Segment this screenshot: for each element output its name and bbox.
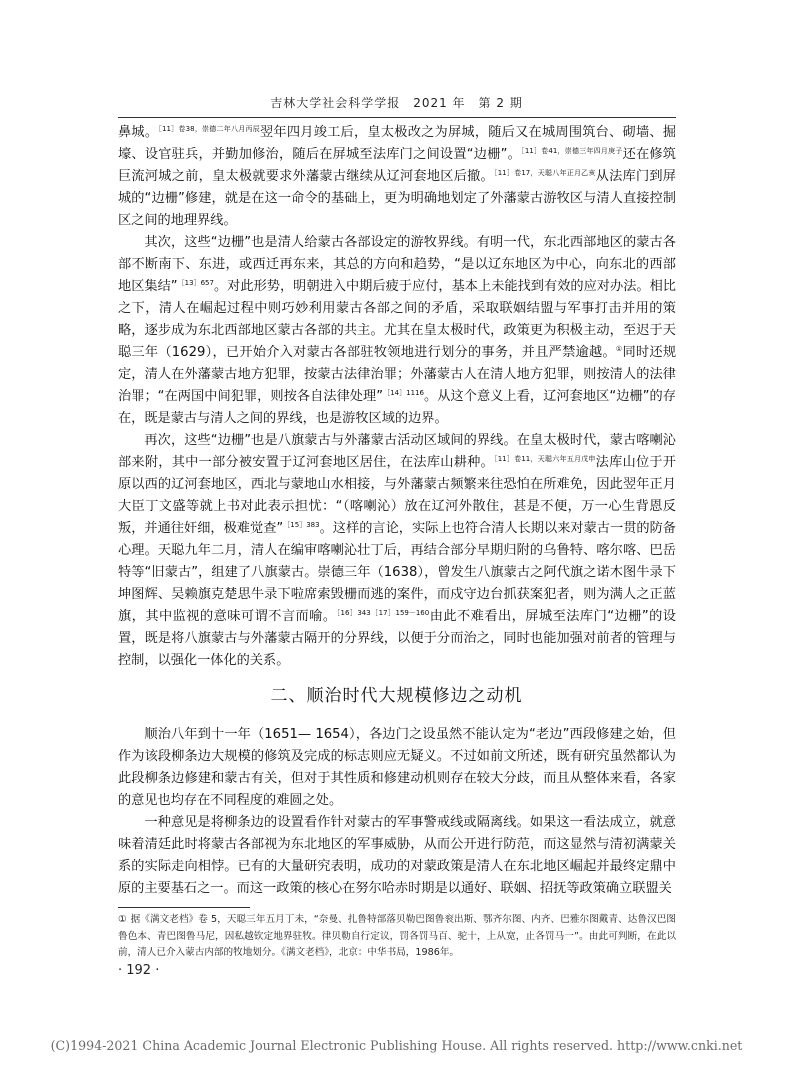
text-run: 还在修筑巨流河城之前，皇太极就要求外藩蒙古继续从辽河套地区后撤。 (118, 147, 676, 184)
footnote (118, 912, 676, 962)
text-run: 。从这个意义上看，辽河套地区“边栅”的存在，既是蒙古与清人之间的界线，也是游牧区域的边界。 (118, 389, 676, 426)
body-text-part2 (118, 724, 676, 904)
citation: ［16］343［17］159－160 (336, 609, 430, 617)
section-heading: 二、顺治时代大规模修边之动机 (270, 686, 523, 706)
text-run: 再次，这些“边栅”也是八旗蒙古与外藩蒙古活动区域间的界线。在皇太极时代，蒙古喀喇沁部来附，其中一部分被安置于辽河套地区居住，在法库山耕种。 (118, 433, 676, 470)
citation: ［11］卷41，崇德三年四月庚子 (521, 147, 623, 155)
paragraph (118, 122, 676, 232)
text-run: 法库山位于开原以西的辽河套地区，西北与蒙地山水相接，与外藩蒙古频繁来往恐怕在所难免，因此翌年正月大臣丁文盛等就上书对此表示担忧：“（喀喇沁）放在辽河外散住，甚是不便，万一心生背恩反叛，并通往奸细，极难觉查” (118, 455, 676, 536)
running-header: 吉林大学社会科学学报 2021 年 第 2 期 (270, 96, 523, 110)
paragraph (118, 430, 676, 672)
citation: ［11］卷17，天聪八年正月乙亥 (493, 169, 596, 177)
paragraph (118, 724, 676, 812)
text-run: 。对此形势，明朝进入中期后疲于应付，基本上未能找到有效的应对办法。相比之下，清人在崛起过程中则巧妙利用蒙古各部之间的矛盾，采取联姻结盟与军事打击并用的策略，逐步成为东北西部地区蒙古各部的共主。尤其在皇太极时代，政策更为积极主动，至迟于天聪三年（1629），已开始介入对蒙古各部驻牧领地进行划分的事务，并且严禁逾越。 (118, 279, 676, 360)
citation: ［11］卷11，天聪六年五月戊申 (493, 455, 596, 463)
body-text-part1 (118, 122, 676, 678)
text-run: 同时还规定，清人在外藩蒙古地方犯罪，按蒙古法律治罪；外藩蒙古人在清人地方犯罪，则按清人的法律治罪；“在两国中间犯罪，则按各自法律处理” (118, 345, 677, 404)
citation: ［14］1116 (383, 389, 425, 397)
text-run: 从法库门到屏城的“边栅”修建，就是在这一命令的基础上，更为明确地划定了外藩蒙古游牧区与清人直接控制区之间的地理界线。 (118, 169, 676, 228)
text-run: 顺治八年到十一年（1651— 1654），各边门之设虽然不能认定为“老边”西段修建之始，但作为该段柳条边大规模的修筑及完成的标志则应无疑义。不过如前文所述，既有研究虽然都认为此段柳条边修建和蒙古有关，但对于其性质和修建动机则存在较大分歧，而且从整体来看，各家的意见也均存在不同程度的难圆之处。 (118, 727, 676, 808)
paragraph (118, 232, 676, 430)
text-run: 鼻城。 (118, 125, 159, 140)
copyright-line: (C)1994-2021 China Academic Journal Electronic Publishing House. All rights reserved. http://www.cnki.net (50, 1038, 743, 1053)
footnote-mark: ① (118, 914, 127, 925)
text-run: 。这样的言论，实际上也符合清人长期以来对蒙古一贯的防备心理。天聪九年二月，清人在编审喀喇沁壮丁后，再结合部分早期归附的乌鲁特、喀尔喀、巴岳特等“旧蒙古”，组建了八旗蒙古。崇德三年（1638），曾发生八旗蒙古之阿代旗之诺木图牛录下坤图辉、吴赖旗克楚思牛录下啦席索毁栅而逃的案件，而戍守边台抓获案犯者，则为满人之正蓝旗，其中监视的意味可谓不言而喻。 (118, 521, 676, 624)
paragraph (118, 812, 676, 900)
text-run: 翌年四月竣工后，皇太极改之为屏城，随后又在城周围筑台、砌墙、掘壕、设官驻兵，并勤加修治，随后在屏城至法库门之间设置“边栅”。 (118, 125, 677, 162)
citation: ［13］657 (177, 279, 214, 287)
text-run: 一种意见是将柳条边的设置看作针对蒙古的军事警戒线或隔离线。如果这一看法成立，就意味着清廷此时将蒙古各部视为东北地区的军事威胁，从而公开进行防范，而这显然与清初满蒙关系的实际走向相悖。已有的大量研究表明，成功的对蒙政策是清人在东北地区崛起并最终定鼎中原的主要基石之一。而这一政策的核心在努尔哈赤时期是以通好、联姻、招抚等政策确立联盟关 (118, 815, 676, 896)
footnote-ref[interactable]: ① (615, 345, 623, 353)
footnote-text: 据《满文老档》卷 5，天聪三年五月丁未，“奈曼、扎鲁特部落贝勒巴图鲁衮出斯、鄂齐尔图、内齐、巴雅尔图戴青、达鲁汉巴图鲁色本、青巴图鲁马尼，因私越钦定地界驻牧。律贝勒自行定议，罚各罚马百、驼十，上从宽，止各罚马一”。由此可判断，在此以前，清人已介入蒙古内部的牧地划分。《满文老档》，北京：中华书局，1986年。 (118, 914, 676, 958)
page-number: · 192 · (118, 963, 160, 978)
header-rule (118, 117, 676, 118)
text-run: 其次，这些“边栅”也是清人给蒙古各部设定的游牧界线。有明一代，东北西部地区的蒙古各部不断南下、东进，或西迁再东来，其总的方向和趋势，“是以辽东地区为中心，向东北的西部地区集结” (118, 235, 676, 294)
footnote-rule (118, 907, 250, 908)
citation: ［15］383 (283, 521, 320, 529)
text-run: 由此不难看出，屏城至法库门“边栅”的设置，既是将八旗蒙古与外藩蒙古隔开的分界线，以便于分而治之，同时也能加强对前者的管理与控制，以强化一体化的关系。 (118, 609, 676, 668)
citation: ［11］卷38，崇德二年八月丙辰 (158, 125, 260, 133)
